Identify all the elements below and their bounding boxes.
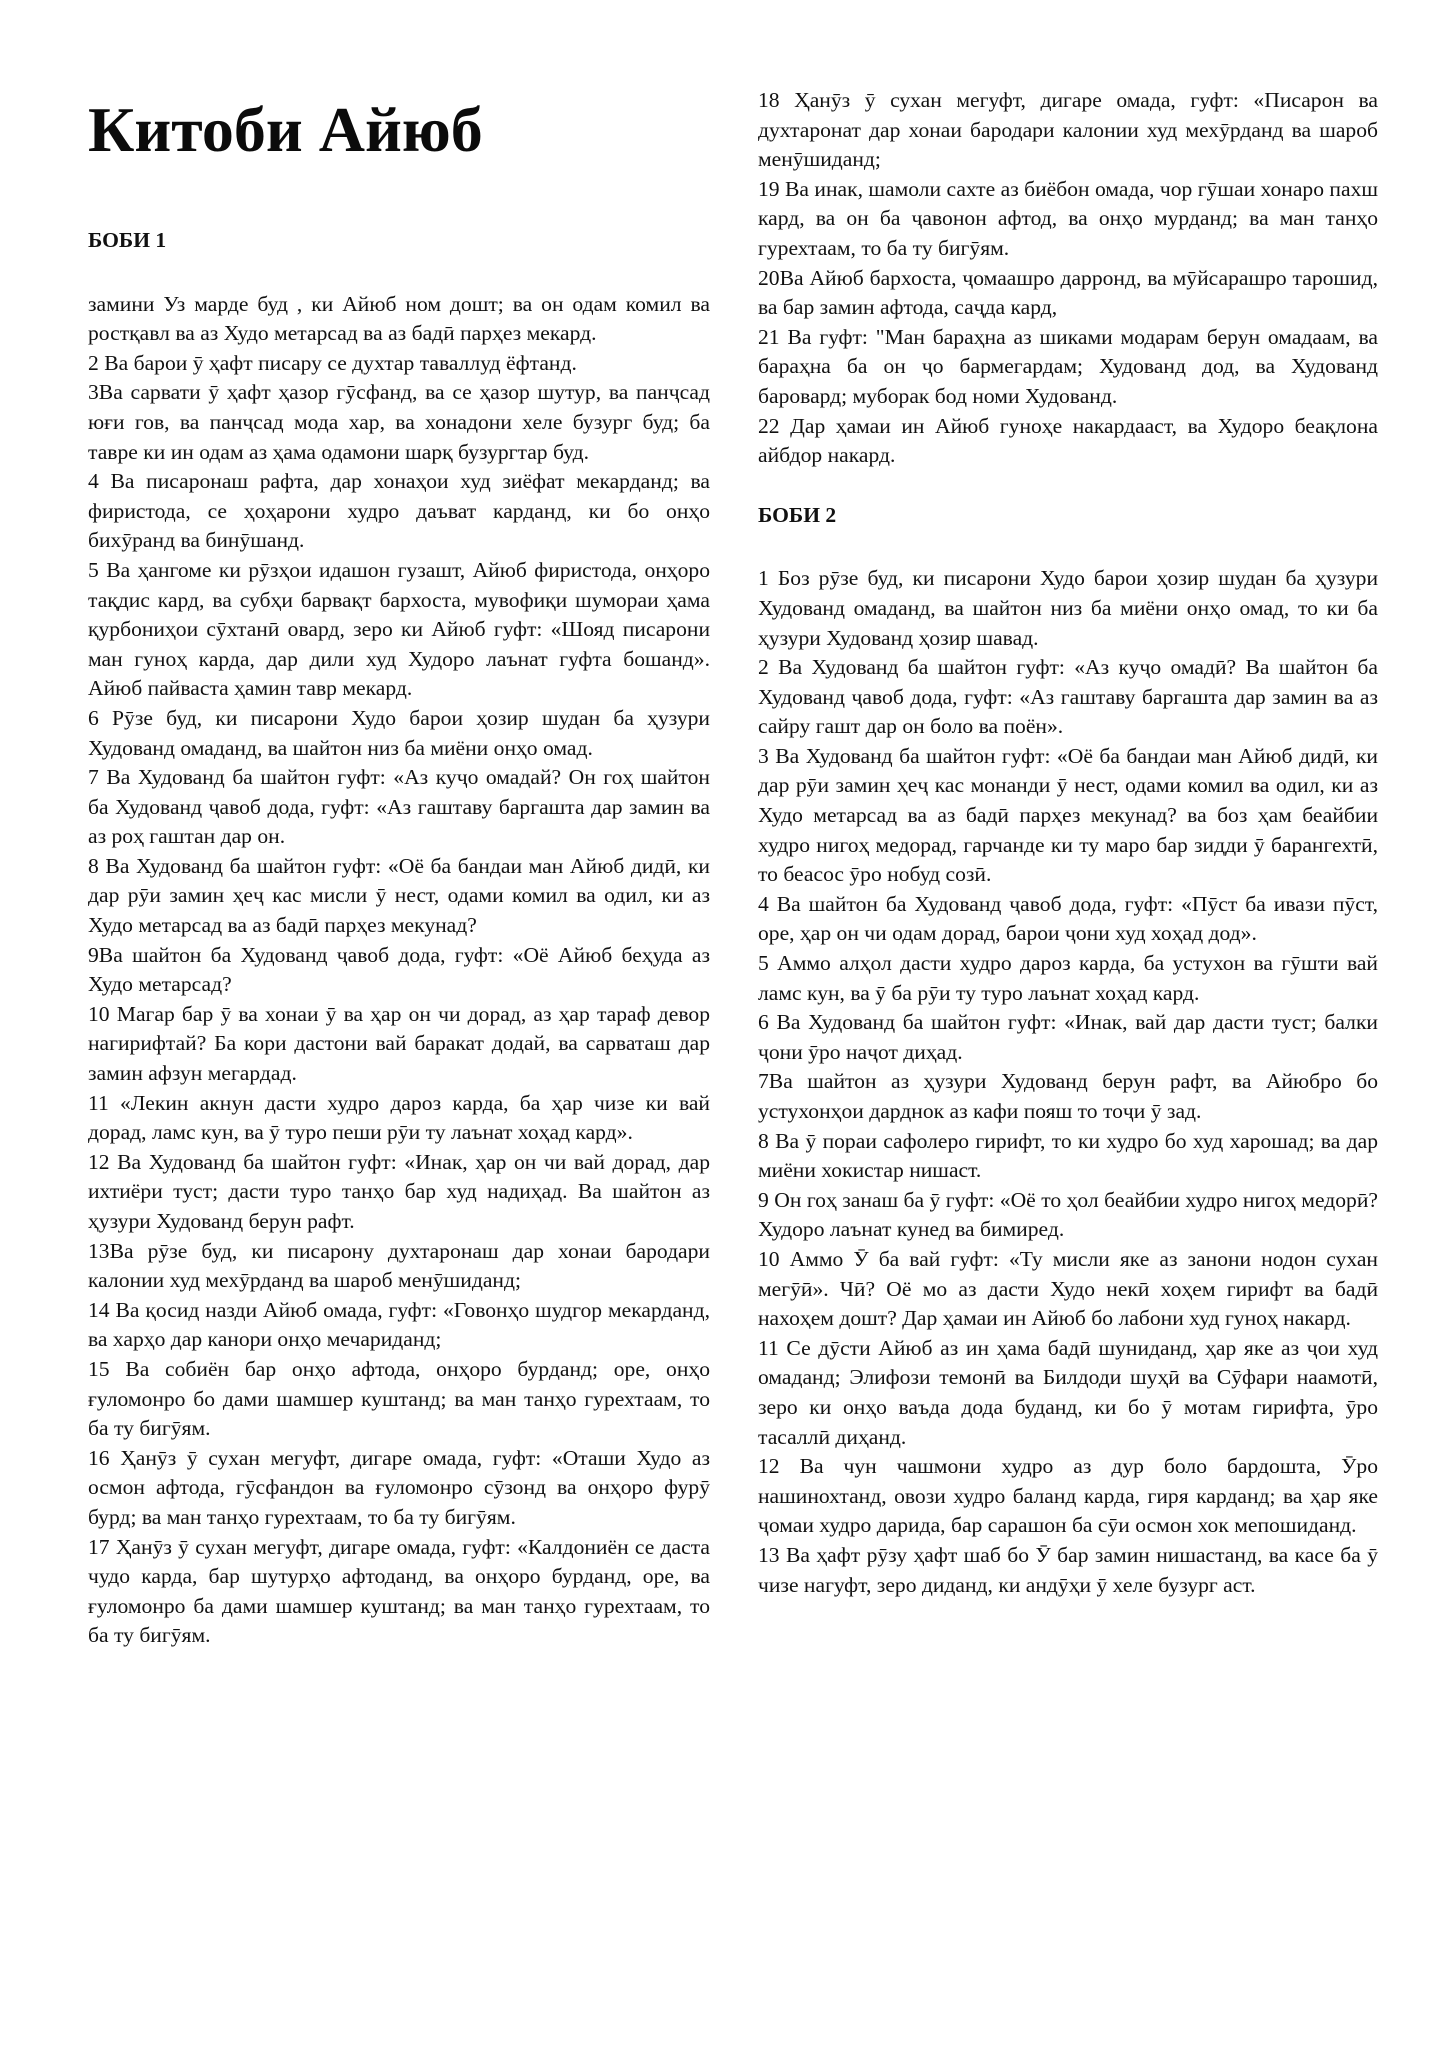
verse: 12 Ва чун чашмони худро аз дур боло бардошта, Ӯро нашинохтанд, овози худро баланд карда, гиря карданд; ва ҳар яке ҷомаи худро дарида, бар сарашон ба сӯи осмон хок мепошиданд. — [758, 1454, 1378, 1538]
verse: 7 Ва Худованд ба шайтон гуфт: «Аз куҷо омадай? Он гоҳ шайтон ба Худованд ҷавоб дода, гуфт: «Аз гаштаву баргашта дар замин ва аз роҳ гаштан дар он. — [88, 765, 710, 849]
chapter-2-heading: БОБИ 2 — [758, 502, 837, 527]
right-column — [758, 0, 1378, 1600]
verse: 19 Ва инак, шамоли сахте аз биёбон омада, чор гӯшаи хонаро пахш кард, ва он ба ҷавонон афтод, ва онҳо мурданд; ва ман танҳо гурехтаам, то ба ту бигӯям. — [758, 176, 1378, 260]
verse: 2 Ва Худованд ба шайтон гуфт: «Аз куҷо омадӣ? Ва шайтон ба Худованд ҷавоб дода, гуфт: «Аз гаштаву баргашта дар замин ва аз сайру гашт дар он боло ва поён». — [758, 655, 1378, 739]
verse: 5 Ва ҳангоме ки рӯзҳои идашон гузашт, Айюб фиристода, онҳоро тақдис кард, ва субҳи барвақт бархоста, мувофиқи шумораи ҳама қурбониҳои сӯхтанӣ овард, зеро ки Айюб гуфт: «Шояд писарони ман гуноҳ карда, дар дили худ Худоро лаънат гуфта бошанд». Айюб пайваста ҳамин тавр мекард. — [88, 557, 710, 701]
verse: 6 Ва Худованд ба шайтон гуфт: «Инак, вай дар дасти туст; балки ҷони ӯро наҷот диҳад. — [758, 1010, 1378, 1064]
verse: 12 Ва Худованд ба шайтон гуфт: «Инак, ҳар он чи вай дорад, дар ихтиёри туст; дасти туро танҳо бар худ надиҳад. Ва шайтон аз ҳузури Худованд берун рафт. — [88, 1149, 710, 1233]
document-title: Китоби Айюб — [88, 94, 483, 165]
verse: 10 Аммо Ӯ ба вай гуфт: «Ту мисли яке аз занони нодон сухан мегӯӣ». Чӣ? Оё мо аз дасти Худо некӣ хоҳем гирифт ва бадӣ нахоҳем дошт? Дар ҳамаи ин Айюб бо лабони худ гуноҳ накард. — [758, 1246, 1378, 1331]
verse: 6 Рӯзе буд, ки писарони Худо барои ҳозир шудан ба ҳузури Худованд омаданд, ва шайтон низ ба миёни онҳо омад. — [88, 705, 710, 760]
verse: 18 Ҳанӯз ӯ сухан мегуфт, дигаре омада, гуфт: «Писарон ва духтаронат дар хонаи бародари калонии худ мехӯрданд ва шароб менӯшиданд; — [758, 88, 1378, 172]
verse: 20Ва Айюб бархоста, ҷомаашро дарронд, ва мӯйсарашро тарошид, ва бар замин афтода, саҷда кард, — [758, 265, 1378, 320]
verse: 9Ва шайтон ба Худованд ҷавоб дода, гуфт: «Оё Айюб беҳуда аз Худо метарсад? — [88, 942, 710, 997]
left-column — [88, 0, 710, 1651]
verse: 10 Магар бар ӯ ва хонаи ӯ ва ҳар он чи дорад, аз ҳар тараф девор нагирифтай? Ба кори дастони вай баракат додай, ва сарваташ дар замин афзун мегардад. — [88, 1001, 710, 1086]
verse: замини Уз марде буд , ки Айюб ном дошт; ва он одам комил ва ростқавл ва аз Худо метарсад ва аз бадӣ парҳез мекард. — [88, 291, 710, 346]
verse: 2 Ва барои ӯ ҳафт писару се духтар таваллуд ёфтанд. — [88, 350, 577, 375]
verse: 11 «Лекин акнун дасти худро дароз карда, ба ҳар чизе ки вай дорад, ламс кун, ва ӯ туро пеши рӯи ту лаънат хоҳад кард». — [88, 1090, 710, 1145]
verse: 7Ва шайтон аз ҳузури Худованд берун рафт, ва Айюбро бо устухонҳои дарднок аз кафи пояш то тоҷи ӯ зад. — [758, 1069, 1378, 1123]
chapter-1-heading: БОБИ 1 — [88, 228, 167, 252]
verse: 16 Ҳанӯз ӯ сухан мегуфт, дигаре омада, гуфт: «Оташи Худо аз осмон афтода, гӯсфандон ва ғуломонро сӯзонд ва онҳоро фурӯ бурд; ва ман танҳо гурехтаам, то ба ту бигӯям. — [88, 1445, 710, 1529]
verse: 13 Ва ҳафт рӯзу ҳафт шаб бо Ӯ бар замин нишастанд, ва касе ба ӯ чизе нагуфт, зеро диданд, ки андӯҳи ӯ хеле бузург аст. — [758, 1542, 1378, 1597]
verse: 4 Ва писаронаш рафта, дар хонаҳои худ зиёфат мекарданд; ва фиристода, се ҳоҳарони худро даъват карданд, ки бо онҳо бихӯранд ва бинӯшанд. — [88, 469, 710, 553]
verse: 8 Ва ӯ пораи сафолеро гирифт, то ки худро бо худ харошад; ва дар миёни хокистар нишаст. — [758, 1128, 1378, 1183]
verse: 3 Ва Худованд ба шайтон гуфт: «Оё ба бандаи ман Айюб дидӣ, ки дар рӯи замин ҳеҷ кас монанди ӯ нест, одами комил ва одил, ки аз Худо метарсад ва аз бадӣ парҳез мекунад? ва боз ҳам беайбии худро нигоҳ медорад, гарчанде ки ту маро бар зидди ӯ барангехтӣ, то беасос ӯро нобуд созӣ. — [758, 743, 1378, 887]
verse: 4 Ва шайтон ба Худованд ҷавоб дода, гуфт: «Пӯст ба ивази пӯст, оре, ҳар он чи одам дорад, барои ҷони худ хоҳад дод». — [758, 891, 1378, 946]
verse: 14 Ва қосид назди Айюб омада, гуфт: «Говонҳо шудгор мекарданд, ва харҳо дар канори онҳо мечариданд; — [88, 1297, 710, 1352]
verse: 11 Се дӯсти Айюб аз ин ҳама бадӣ шуниданд, ҳар яке аз ҷои худ омаданд; Элифози темонӣ ва Билдоди шуҳӣ ва Сӯфари наамотӣ, зеро ки онҳо ваъда дода буданд, ки бо ӯ мотам гирифта, ӯро тасаллӣ диҳанд. — [758, 1335, 1378, 1449]
verse: 13Ва рӯзе буд, ки писарону духтаронаш дар хонаи бародари калонии худ мехӯрданд ва шароб менӯшиданд; — [88, 1238, 710, 1293]
verse: 3Ва сарвати ӯ ҳафт ҳазор гӯсфанд, ва се ҳазор шутур, ва панҷсад юғи гов, ва панҷсад мода хар, ва хонадони хеле бузург буд; ба тавре ки ин одам аз ҳама одамони шарқ бузургтар буд. — [88, 380, 710, 464]
verse: 21 Ва гуфт: "Ман бараҳна аз шиками модарам берун омадаам, ва бараҳна ба он ҷо бармегардам; Худованд дод, ва Худованд баровард; муборак бод номи Худованд. — [758, 324, 1378, 408]
verse: 5 Аммо алҳол дасти худро дароз карда, ба устухон ва гӯшти вай ламс кун, ва ӯ ба рӯи ту туро лаънат хоҳад кард. — [758, 951, 1378, 1005]
verse: 8 Ва Худованд ба шайтон гуфт: «Оё ба бандаи ман Айюб дидӣ, ки дар рӯи замин ҳеҷ кас мисли ӯ нест, одами комил ва одил, ки аз Худо метарсад ва аз бадӣ парҳез мекунад? — [88, 853, 710, 938]
verse: 17 Ҳанӯз ӯ сухан мегуфт, дигаре омада, гуфт: «Калдониён се даста чудо карда, бар шутурҳо афтоданд, ва онҳоро бурданд, оре, ва ғуломонро ба дами шамшер куштанд; ва ман танҳо гурехтаам, то ба ту бигӯям. — [88, 1534, 710, 1648]
verse: 15 Ва собиён бар онҳо афтода, онҳоро бурданд; оре, онҳо ғуломонро бо дами шамшер куштанд; ва ман танҳо гурехтаам, то ба ту бигӯям. — [88, 1356, 710, 1441]
verse: 9 Он гоҳ занаш ба ӯ гуфт: «Оё то ҳол беайбии худро нигоҳ медорӣ? Худоро лаънат кунед ва бимиред. — [758, 1187, 1378, 1242]
verse: 1 Боз рӯзе буд, ки писарони Худо барои ҳозир шудан ба ҳузури Худованд омаданд, ва шайтон низ ба миёни онҳо омад, то ки ба ҳузури Худованд ҳозир шавад. — [758, 566, 1378, 650]
verse: 22 Дар ҳамаи ин Айюб гуноҳе накардааст, ва Худоро беақлона айбдор накард. — [758, 413, 1378, 468]
